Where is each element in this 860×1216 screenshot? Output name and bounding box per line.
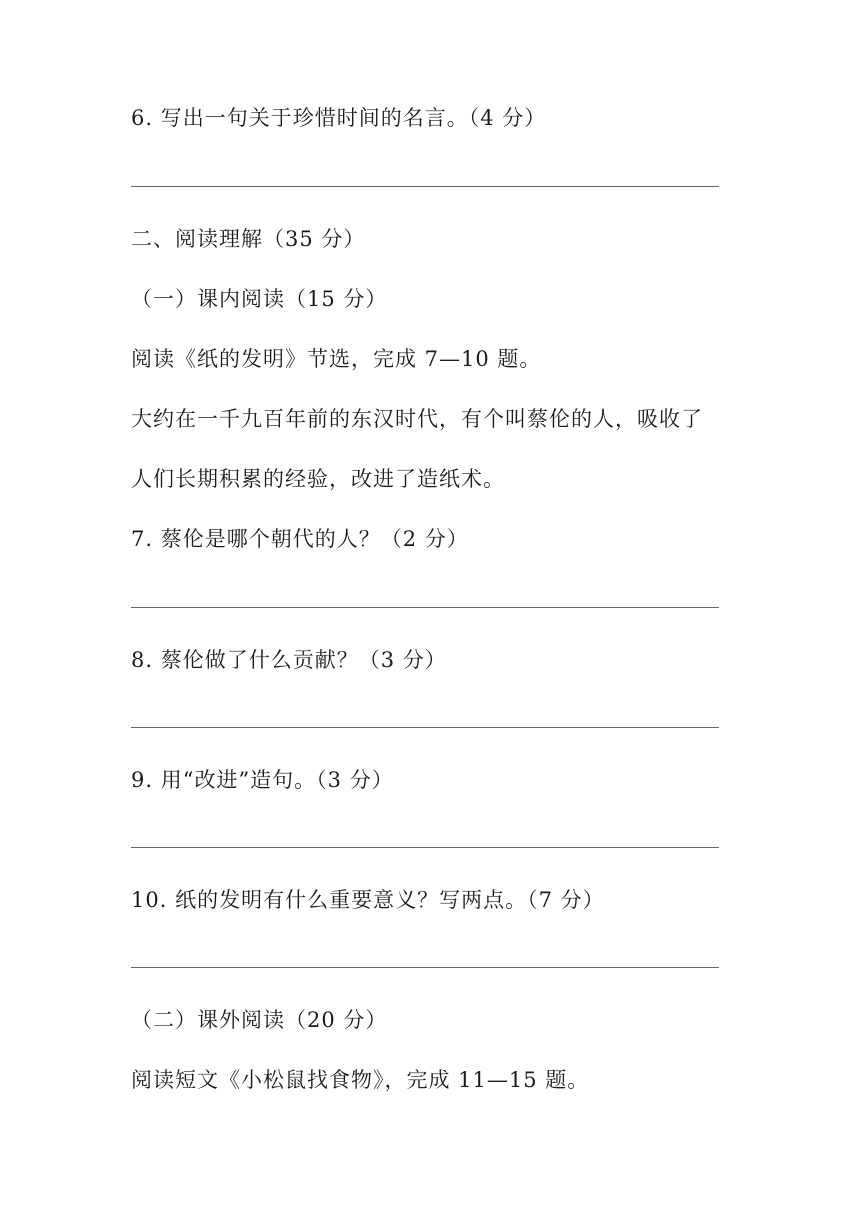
instruction-extracurricular-reading: 阅读短文《小松鼠找食物》，完成 11—15 题。 — [131, 1068, 590, 1092]
question-7: 7. 蔡伦是哪个朝代的人？（2 分） — [131, 527, 469, 551]
question-8: 8. 蔡伦做了什么贡献？（3 分） — [131, 648, 447, 672]
answer-line-q9[interactable] — [131, 847, 719, 848]
answer-line-q10[interactable] — [131, 967, 719, 968]
answer-line-q7[interactable] — [131, 607, 719, 608]
passage-line-2: 人们长期积累的经验，改进了造纸术。 — [131, 467, 505, 491]
passage-line-1: 大约在一千九百年前的东汉时代，有个叫蔡伦的人，吸收了 — [131, 407, 703, 431]
section-heading-reading: 二、阅读理解（35 分） — [131, 227, 366, 251]
part-heading-extracurricular-reading: （二）课外阅读（20 分） — [131, 1008, 388, 1032]
answer-line-q6[interactable] — [131, 186, 719, 187]
answer-line-q8[interactable] — [131, 727, 719, 728]
question-6: 6. 写出一句关于珍惜时间的名言。（4 分） — [131, 106, 547, 130]
instruction-in-class-reading: 阅读《纸的发明》节选，完成 7—10 题。 — [131, 347, 542, 371]
part-heading-in-class-reading: （一）课内阅读（15 分） — [131, 287, 388, 311]
question-9: 9. 用“改进”造句。（3 分） — [131, 768, 394, 792]
question-10: 10. 纸的发明有什么重要意义？写两点。（7 分） — [131, 888, 605, 912]
